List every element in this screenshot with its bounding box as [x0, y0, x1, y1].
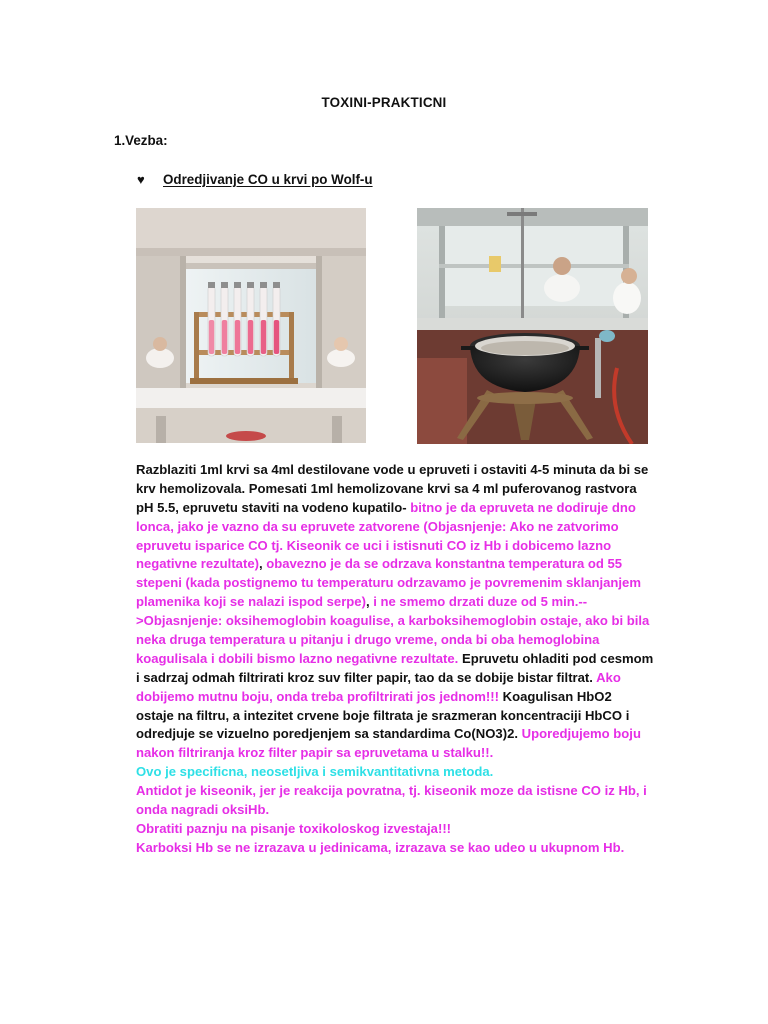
- text-line: [136, 461, 656, 480]
- text-line: [136, 669, 656, 688]
- text-segment: dobijemo mutnu boju, onda treba profiltrirati jos jednom!!!: [136, 688, 503, 704]
- text-line: [136, 763, 656, 782]
- text-line: [136, 650, 656, 669]
- text-line: [136, 782, 656, 801]
- text-line: [136, 537, 656, 556]
- exercise-heading: 1.Vezba:: [114, 133, 168, 148]
- text-segment: obavezno je da se odrzava konstantna temperatura od 55: [266, 556, 623, 572]
- text-line: [136, 480, 656, 499]
- text-segment: Obratiti paznju na pisanje toxikoloskog izvestaja!!!: [136, 820, 452, 836]
- test-tube-rack-photo: [136, 208, 366, 443]
- text-segment: koagulisala i dobili bismo lazno negativne rezultate.: [136, 650, 462, 666]
- subheading-text: Odredjivanje CO u krvi po Wolf-u: [163, 172, 373, 187]
- text-line: [136, 725, 656, 744]
- subheading-row: [137, 172, 373, 187]
- text-line: [136, 839, 656, 858]
- text-segment: stepeni (kada postignemo tu temperaturu odrzavamo je povremenim sklanjanjem: [136, 575, 641, 591]
- text-segment: >Objasnjenje: oksihemoglobin koagulise, a karboksihemoglobin ostaje, ako bi bila: [136, 613, 650, 629]
- text-segment: nakon filtriranja kroz filter papir sa epruvetama u stalku!!.: [136, 745, 494, 761]
- text-segment: Razblaziti 1ml krvi sa 4ml destilovane vode u epruveti i ostaviti 4-5 minuta da bi se: [136, 462, 649, 477]
- text-segment: krv hemolizovala. Pomesati 1ml hemolizovane krvi sa 4 ml puferovanog rastvora: [136, 480, 637, 496]
- text-line: [136, 574, 656, 593]
- heart-icon: ♥: [137, 172, 145, 187]
- water-bath-photo: [417, 208, 648, 444]
- text-line: [136, 555, 656, 574]
- page-title: TOXINI-PRAKTICNI: [321, 95, 447, 110]
- text-line: [136, 518, 656, 537]
- text-line: [136, 688, 656, 707]
- text-segment: odredjuje se vizuelno poredjenjem sa standardima Co(NO3)2.: [136, 726, 522, 742]
- text-segment: Ako: [596, 669, 621, 685]
- text-segment: Ovo je specificna, neosetljiva i semikvantitativna metoda.: [136, 764, 494, 780]
- text-line: [136, 631, 656, 650]
- text-segment: neka druga temperatura u pitanju i drugo vreme, onda bi oba hemoglobina: [136, 632, 600, 648]
- text-segment: Uporedjujemo boju: [521, 726, 641, 742]
- text-line: [136, 593, 656, 612]
- text-segment: ,: [258, 556, 267, 572]
- text-line: [136, 820, 656, 839]
- text-segment: bitno je da epruveta ne dodiruje dno: [410, 499, 636, 515]
- text-segment: Antidot je kiseonik, jer je reakcija povratna, tj. kiseonik moze da istisne CO iz Hb, i: [136, 783, 647, 799]
- text-line: [136, 707, 656, 726]
- text-segment: onda nagradi oksiHb.: [136, 802, 270, 818]
- text-segment: pH 5.5, epruvetu staviti na vodeno kupatilo-: [136, 499, 411, 515]
- text-segment: ,: [365, 594, 374, 610]
- text-segment: lonca, jako je vazno da su epruvete zatvorene (Objasnjenje: Ako ne zatvorimo: [136, 518, 619, 534]
- text-line: [136, 612, 656, 631]
- procedure-text: [136, 461, 656, 858]
- text-line: [136, 744, 656, 763]
- text-segment: plamenika koji se nalazi ispod serpe): [136, 594, 366, 610]
- text-segment: ostaje na filtru, a intezitet crvene boje filtrata je srazmeran koncentraciji HbCO i: [136, 707, 630, 723]
- text-segment: negativne rezultate): [136, 556, 259, 572]
- text-segment: epruvetu isparice CO tj. Kiseonik ce uci i istisnuti CO iz Hb i dobicemo lazno: [136, 537, 612, 553]
- text-line: [136, 499, 656, 518]
- text-segment: i sadrzaj odmah filtrirati kroz suv filter papir, tao da se dobije bistar filtrat.: [136, 669, 597, 685]
- text-segment: Karboksi Hb se ne izrazava u jedinicama, izrazava se kao udeo u ukupnom Hb.: [136, 839, 625, 855]
- text-segment: Epruvetu ohladiti pod cesmom: [461, 650, 654, 666]
- text-segment: Koagulisan HbO2: [502, 688, 612, 704]
- text-line: [136, 801, 656, 820]
- text-segment: i ne smemo drzati duze od 5 min.--: [373, 594, 588, 610]
